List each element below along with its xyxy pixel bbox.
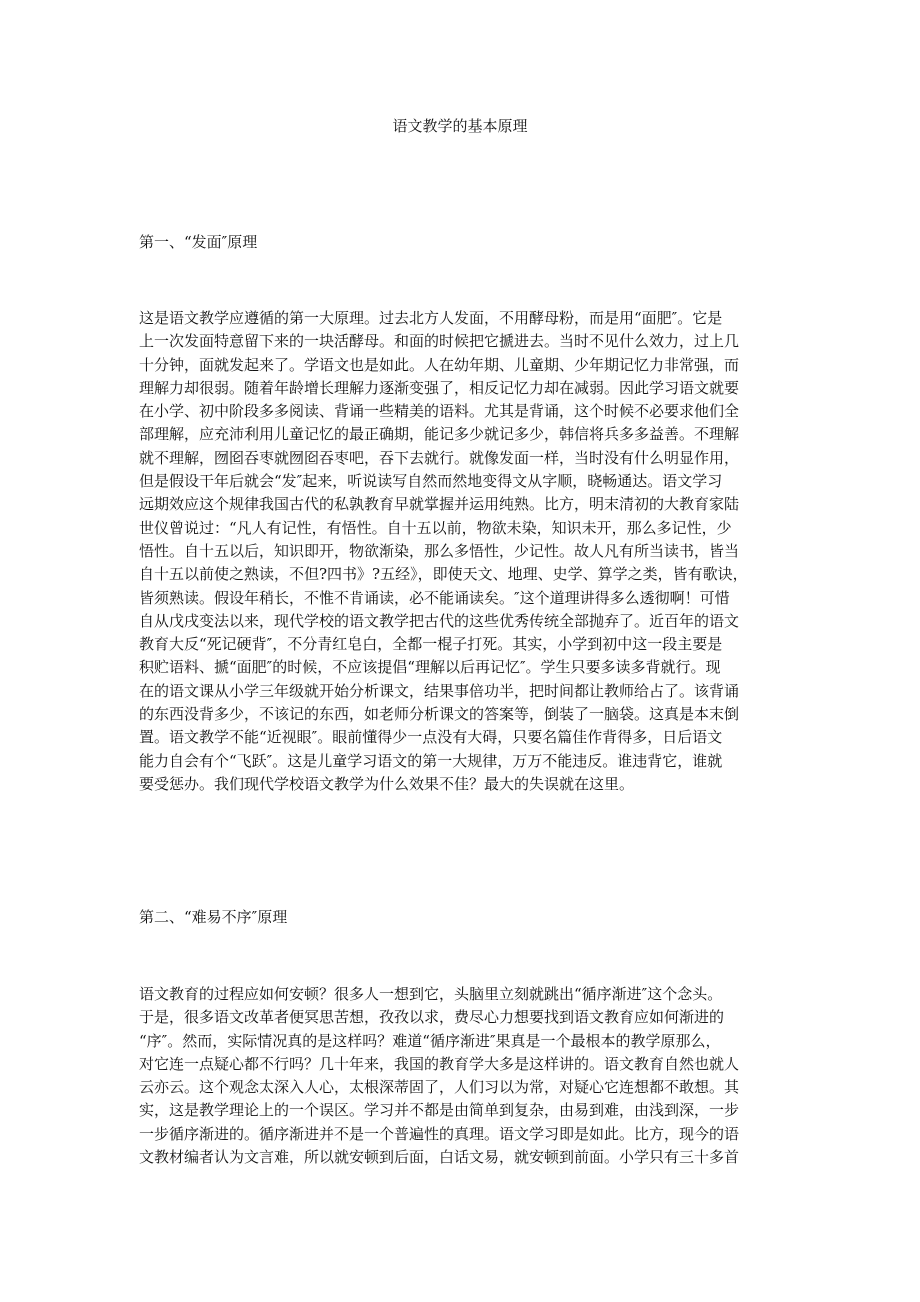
paragraph-line: 云亦云。这个观念太深入人心，太根深蒂固了，人们习以为常，对疑心它连想都不敢想。其	[139, 1078, 740, 1097]
paragraph-line: 自从戊戌变法以来，现代学校的语文教学把古代的这些优秀传统全部抛弃了。近百年的语文	[139, 611, 740, 630]
paragraph-line: 就不理解，囫囵吞枣就囫囵吞枣吧，吞下去就行。就像发面一样，当时没有什么明显作用，	[139, 448, 740, 467]
paragraph-line: 部理解，应充沛利用儿童记忆的最正确期，能记多少就记多少，韩信将兵多多益善。不理解	[139, 425, 740, 444]
paragraph-line: 十分钟，面就发起来了。学语文也是如此。人在幼年期、儿童期、少年期记忆力非常强，而	[139, 355, 740, 374]
paragraph-line: 皆须熟读。假设年稍长，不惟不肯诵读，必不能诵读矣。″这个道理讲得多么透彻啊！可惜	[139, 588, 730, 607]
paragraph-line: 教育大反“死记硬背″，不分青红皂白，全都一棍子打死。其实，小学到初中这一段主要是	[139, 635, 723, 654]
document-title: 语文教学的基本原理	[392, 117, 528, 135]
section-1-paragraph	[139, 307, 779, 796]
paragraph-line: 悟性。自十五以后，知识即开，物欲渐染，那么多悟性，少记性。故人凡有所当读书，皆当	[139, 541, 740, 560]
paragraph-line: 在小学、初中阶段多多阅读、背诵一些精美的语料。尤其是背诵，这个时候不必要求他们全	[139, 402, 740, 421]
paragraph-line: 置。语文教学不能“近视眼″。眼前懂得少一点没有大碍，只要名篇佳作背得多，日后语文	[139, 728, 723, 747]
paragraph-line: 远期效应这个规律我国古代的私孰教育早就掌握并运用纯熟。比方，明末清初的大教育家陆	[139, 495, 740, 514]
paragraph-line: 一步循序渐进的。循序渐进并不是一个普遍性的真理。语文学习即是如此。比方，现今的语	[139, 1124, 740, 1143]
section-heading-2: 第二、“难易不序″原理	[139, 908, 288, 926]
section-heading-1: 第一、“发面″原理	[139, 233, 258, 251]
paragraph-line: 于是，很多语文改革者便冥思苦想，孜孜以求，费尽心力想要找到语文教育应如何渐进的	[139, 1008, 725, 1027]
paragraph-line: “序″。然而，实际情况真的是这样吗？难道“循序渐进″果真是一个最根本的教学原那么，	[139, 1031, 721, 1050]
paragraph-line: 实，这是教学理论上的一个误区。学习并不都是由简单到复杂，由易到难，由浅到深，一步	[139, 1101, 740, 1120]
paragraph-line: 文教材编者认为文言难，所以就安顿到后面，白话文易，就安顿到前面。小学只有三十多首	[139, 1148, 740, 1167]
paragraph-line: 的东西没背多少，不该记的东西，如老师分析课文的答案等，倒装了一脑袋。这真是本末倒	[139, 705, 740, 724]
paragraph-line: 世仪曾说过：“凡人有记性，有悟性。自十五以前，物欲未染，知识未开，那么多记性，少	[139, 518, 732, 537]
paragraph-line: 理解力却很弱。随着年龄增长理解力逐渐变强了，相反记忆力却在减弱。因此学习语文就要	[139, 378, 740, 397]
paragraph-line: 但是假设干年后就会“发″起来，听说读写自然而然地变得文从字顺，晓畅通达。语文学习	[139, 472, 723, 491]
paragraph-line: 这是语文教学应遵循的第一大原理。过去北方人发面，不用酵母粉，而是用“面肥″。它是	[139, 309, 723, 327]
section-2-paragraph	[139, 983, 779, 1169]
paragraph-line: 要受惩办。我们现代学校语文教学为什么效果不佳？最大的失误就在这里。	[139, 774, 635, 793]
paragraph-line: 在的语文课从小学三年级就开始分析课文，结果事倍功半，把时间都让教师给占了。该背诵	[139, 681, 740, 700]
paragraph-line: 自十五以前使之熟读，不但?四书》?五经》，即使天文、地理、史学、算学之类，皆有歌诀，	[139, 565, 748, 584]
paragraph-line: 能力自会有个“飞跃″。这是儿童学习语文的第一大规律，万万不能违反。谁违背它，谁就	[139, 751, 723, 770]
paragraph-line: 语文教育的过程应如何安顿？很多人一想到它，头脑里立刻就跳出“循序渐进″这个念头。	[139, 985, 723, 1003]
paragraph-line: 积贮语料、搋“面肥″的时候，不应该提倡“理解以后再记忆″。学生只要多读多背就行。现	[139, 658, 721, 677]
paragraph-line: 上一次发面特意留下来的一块活酵母。和面的时候把它搋进去。当时不见什么效力，过上几	[139, 332, 740, 351]
paragraph-line: 对它连一点疑心都不行吗？几十年来，我国的教育学大多是这样讲的。语文教育自然也就人	[139, 1054, 740, 1073]
